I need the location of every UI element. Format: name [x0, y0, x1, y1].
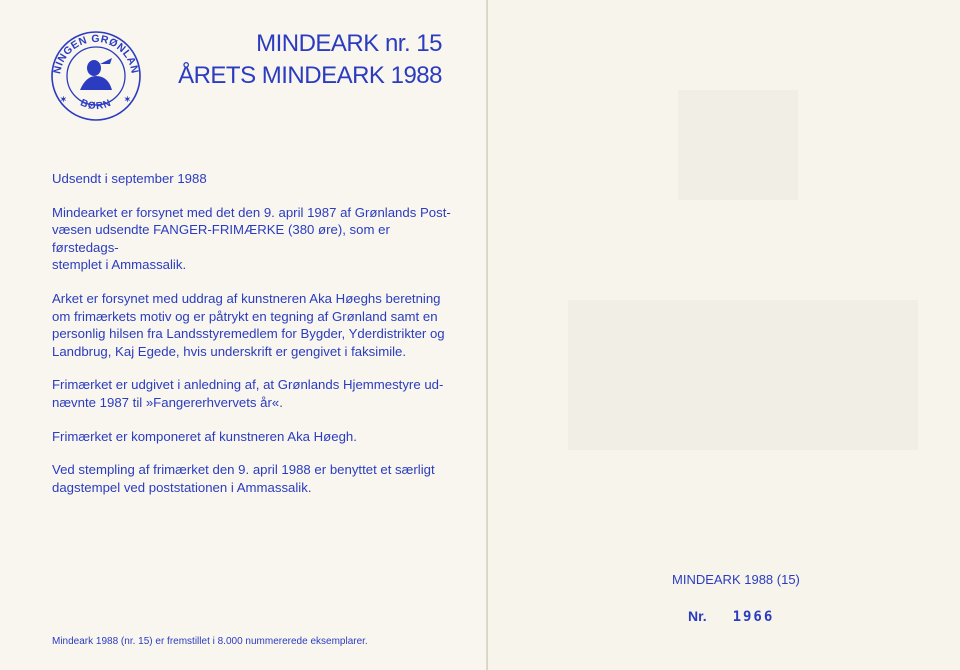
seal-ring-bottom: BØRN	[78, 97, 114, 113]
svg-text:BØRN	[79, 98, 114, 113]
sheet-title: MINDEARK nr. 15	[256, 30, 442, 57]
seal-ring-top: NINGEN GRØNLAN	[51, 32, 141, 75]
sent-date: Udsendt i september 1988	[52, 171, 207, 186]
society-seal	[50, 30, 142, 122]
paragraph-line: Landbrug, Kaj Egede, hvis underskrift er gengivet i faksimile.	[52, 343, 407, 359]
right-page	[488, 0, 960, 670]
paragraph-line: væsen udsendte FANGER-FRIMÆRKE (380 øre), som er førstedags-	[52, 222, 390, 255]
paragraph-line: Frimærket er udgivet i anledning af, at Grønlands Hjemmestyre ud-	[52, 377, 444, 393]
serial-number-value: 1966	[732, 609, 775, 625]
paragraph-line: Frimærket er komponeret af kunstneren Aka Høegh.	[52, 428, 357, 444]
paragraph-line: Arket er forsynet med uddrag af kunstneren Aka Høeghs beretning	[52, 290, 441, 306]
paragraph-line: Ved stempling af frimærket den 9. april 1988 er benyttet et særligt	[52, 462, 435, 478]
paragraph-line: stemplet i Ammassalik.	[52, 257, 187, 273]
body-text	[52, 170, 452, 496]
svg-text:✶: ✶	[124, 95, 131, 104]
paragraph-4	[52, 428, 452, 446]
edition-note: Mindeark 1988 (nr. 15) er fremstillet i 8.000 nummererede eksemplarer.	[52, 636, 368, 647]
paragraph-line: om frimærkets motiv og er påtrykt en tegning af Grønland samt en	[52, 308, 438, 324]
paragraph-line: Mindearket er forsynet med det den 9. april 1987 af Grønlands Post-	[52, 204, 451, 220]
paragraph-5	[52, 461, 452, 496]
paragraph-line: dagstempel ved poststationen i Ammassalik.	[52, 479, 312, 495]
paragraph-line: personlig hilsen fra Landsstyremedlem for Bygder, Yderdistrikter og	[52, 326, 445, 342]
paragraph-2	[52, 290, 452, 360]
paragraph-3	[52, 376, 452, 411]
paragraph-line: nævnte 1987 til »Fangererhvervets år«.	[52, 394, 283, 410]
serial-number	[688, 608, 774, 625]
sheet-label: MINDEARK 1988 (15)	[672, 572, 800, 587]
svg-text:✶: ✶	[60, 95, 67, 104]
serial-number-label: Nr.	[688, 608, 707, 624]
show-through-shadow	[568, 300, 918, 450]
paragraph-1	[52, 204, 452, 274]
show-through-shadow	[678, 90, 798, 200]
sheet-subtitle: ÅRETS MINDEARK 1988	[178, 62, 442, 89]
